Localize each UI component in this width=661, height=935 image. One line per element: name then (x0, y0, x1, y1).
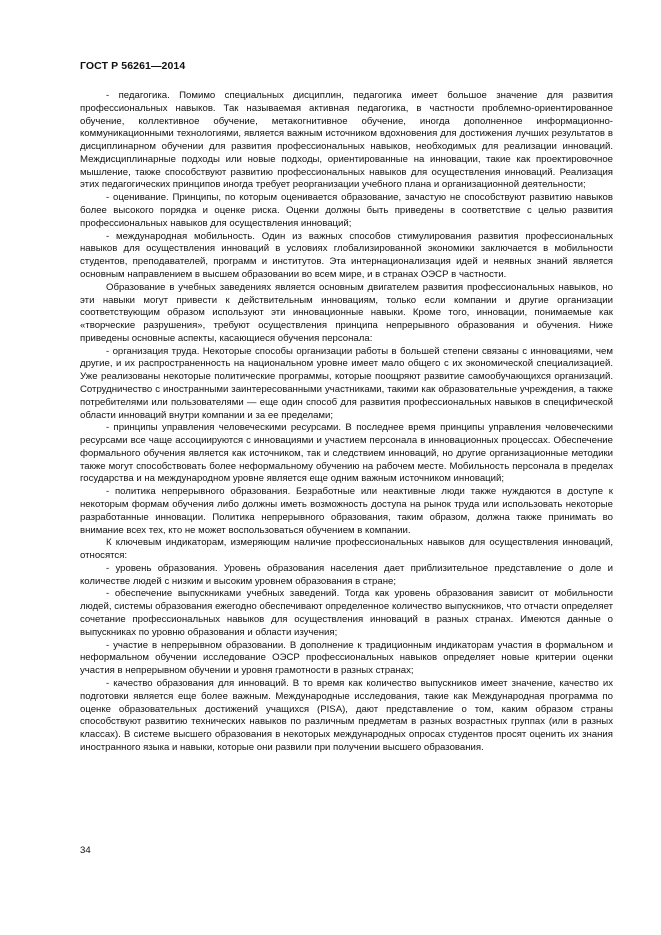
paragraph-mobility: - международная мобильность. Один из важных способов стимулирования развития профессиональных навыков для осуществления инноваций в условиях глобализированной экономики заключается в мобильности студентов, преподавателей, программ и институтов. Эта интернационализация идей и неявных знаний является основным направлением в высшем образовании во всем мире, и в странах ОЭСР в частности. (80, 230, 613, 280)
paragraph-hr-management: - принципы управления человеческими ресурсами. В последнее время принципы управления человеческими ресурсами все чаще ассоциируются с инновациями и участием персонала в инновационных процессах. Обеспечение формального обучения является как источником, так и следствием инноваций, но другие организационные методики также могут способствовать более неформальному обучению на рабочем месте. Мобильность персонала в пределах государства и на международном уровне является еще одним важным источником инноваций; (80, 422, 613, 485)
paragraph-key-indicators: К ключевым индикаторам, измеряющим наличие профессиональных навыков для осуществления инноваций, относятся: (80, 537, 613, 562)
paragraph-pedagogy: - педагогика. Помимо специальных дисциплин, педагогика имеет большое значение для развития профессиональных навыков. Так называемая активная педагогика, в частности проблемно-ориентированное обучение, коллективное обучение, метакогнитивное обучение, иногда дополненное информационно-коммуникационными технологиями, является важным источником вдохновения для достижения лучших результатов в дисциплинарном обучении для развития профессиональных навыков, необходимых для реализации инноваций. Междисциплинарные подходы или новые подходы, ориентированные на инновации, такие как проектировочное мышление, также способствуют развитию профессиональных навыков для осуществления инноваций. Реализация этих педагогических принципов иногда требует реорганизации учебного плана и организационной деятельности; (80, 90, 613, 191)
paragraph-lifelong-learning-policy: - политика непрерывного образования. Безработные или неактивные люди также нуждаются в доступе к некоторым формам обучения либо должны иметь возможность доступа на рынок труда или использовать некоторые разработанные инновации. Политика непрерывного образования, таким образом, должна также принимать во внимание всех тех, кто не может воспользоваться обучением в компании. (80, 486, 613, 536)
paragraph-graduates: - обеспечение выпускниками учебных заведений. Тогда как уровень образования зависит от мобильности людей, системы образования ежегодно обеспечивают определенное количество выпускников, что отчасти определяет сочетание профессиональных навыков для осуществления инноваций в разных странах. Имеются данные о выпускниках по уровню образования и области изучения; (80, 588, 613, 638)
paragraph-institutional-education: Образование в учебных заведениях является основным двигателем развития профессиональных навыков, но эти навыки могут привести к действительным инновациям, только если компании и другие организации соответствующим образом используют эти инновационные навыки. Кроме того, инновации, понимаемые как «творческие разрушения», требуют осуществления принципа непрерывного образования и обучения. Ниже приведены основные аспекты, касающиеся обучения персонала: (80, 281, 613, 344)
page-number: 34 (80, 845, 91, 856)
paragraph-work-organization: - организация труда. Некоторые способы организации работы в большей степени связаны с инновациями, чем другие, и их распространенность на национальном уровне имеет мало общего с их экономической специализацией. Уже реализованы некоторые политические программы, которые поощряют развитие самообучающихся организаций. Сотрудничество с иностранными заинтересованными участниками, такими как образовательные учреждения, а также потребителями или пользователями — еще один способ для развития профессиональных навыков в специфической области инноваций внутри компании и за ее пределами; (80, 345, 613, 421)
document-header: ГОСТ Р 56261—2014 (80, 60, 186, 72)
paragraph-continuing-education: - участие в непрерывном образовании. В дополнение к традиционным индикаторам участия в формальном и неформальном обучении исследование ОЭСР профессиональных навыков определяет новые критерии оценки участия в непрерывном обучении и уровня грамотности в разных странах; (80, 639, 613, 677)
document-body (80, 90, 613, 755)
paragraph-education-quality: - качество образования для инноваций. В то время как количество выпускников имеет значение, качество их подготовки является еще более важным. Международные исследования, такие как Международная программа по оценке образовательных достижений учащихся (PISA), дают представление о том, каким образом страны способствуют развитию технических навыков по различным предметам в разных возрастных группах (или в разных классах). В системе высшего образования в некоторых международных опросах студентов просят оценить их знания иностранного языка и навыки, которые они развили при получении высшего образования. (80, 677, 613, 753)
paragraph-education-level: - уровень образования. Уровень образования населения дает приблизительное представление о доле и количестве людей с низким и высоким уровнем образования в стране; (80, 562, 613, 587)
paragraph-assessment: - оценивание. Принципы, по которым оценивается образование, зачастую не способствуют развитию навыков более высокого порядка и оценке риска. Оценки должны быть приведены в соответствие с целью развития профессиональных навыков для осуществления инноваций; (80, 192, 613, 229)
